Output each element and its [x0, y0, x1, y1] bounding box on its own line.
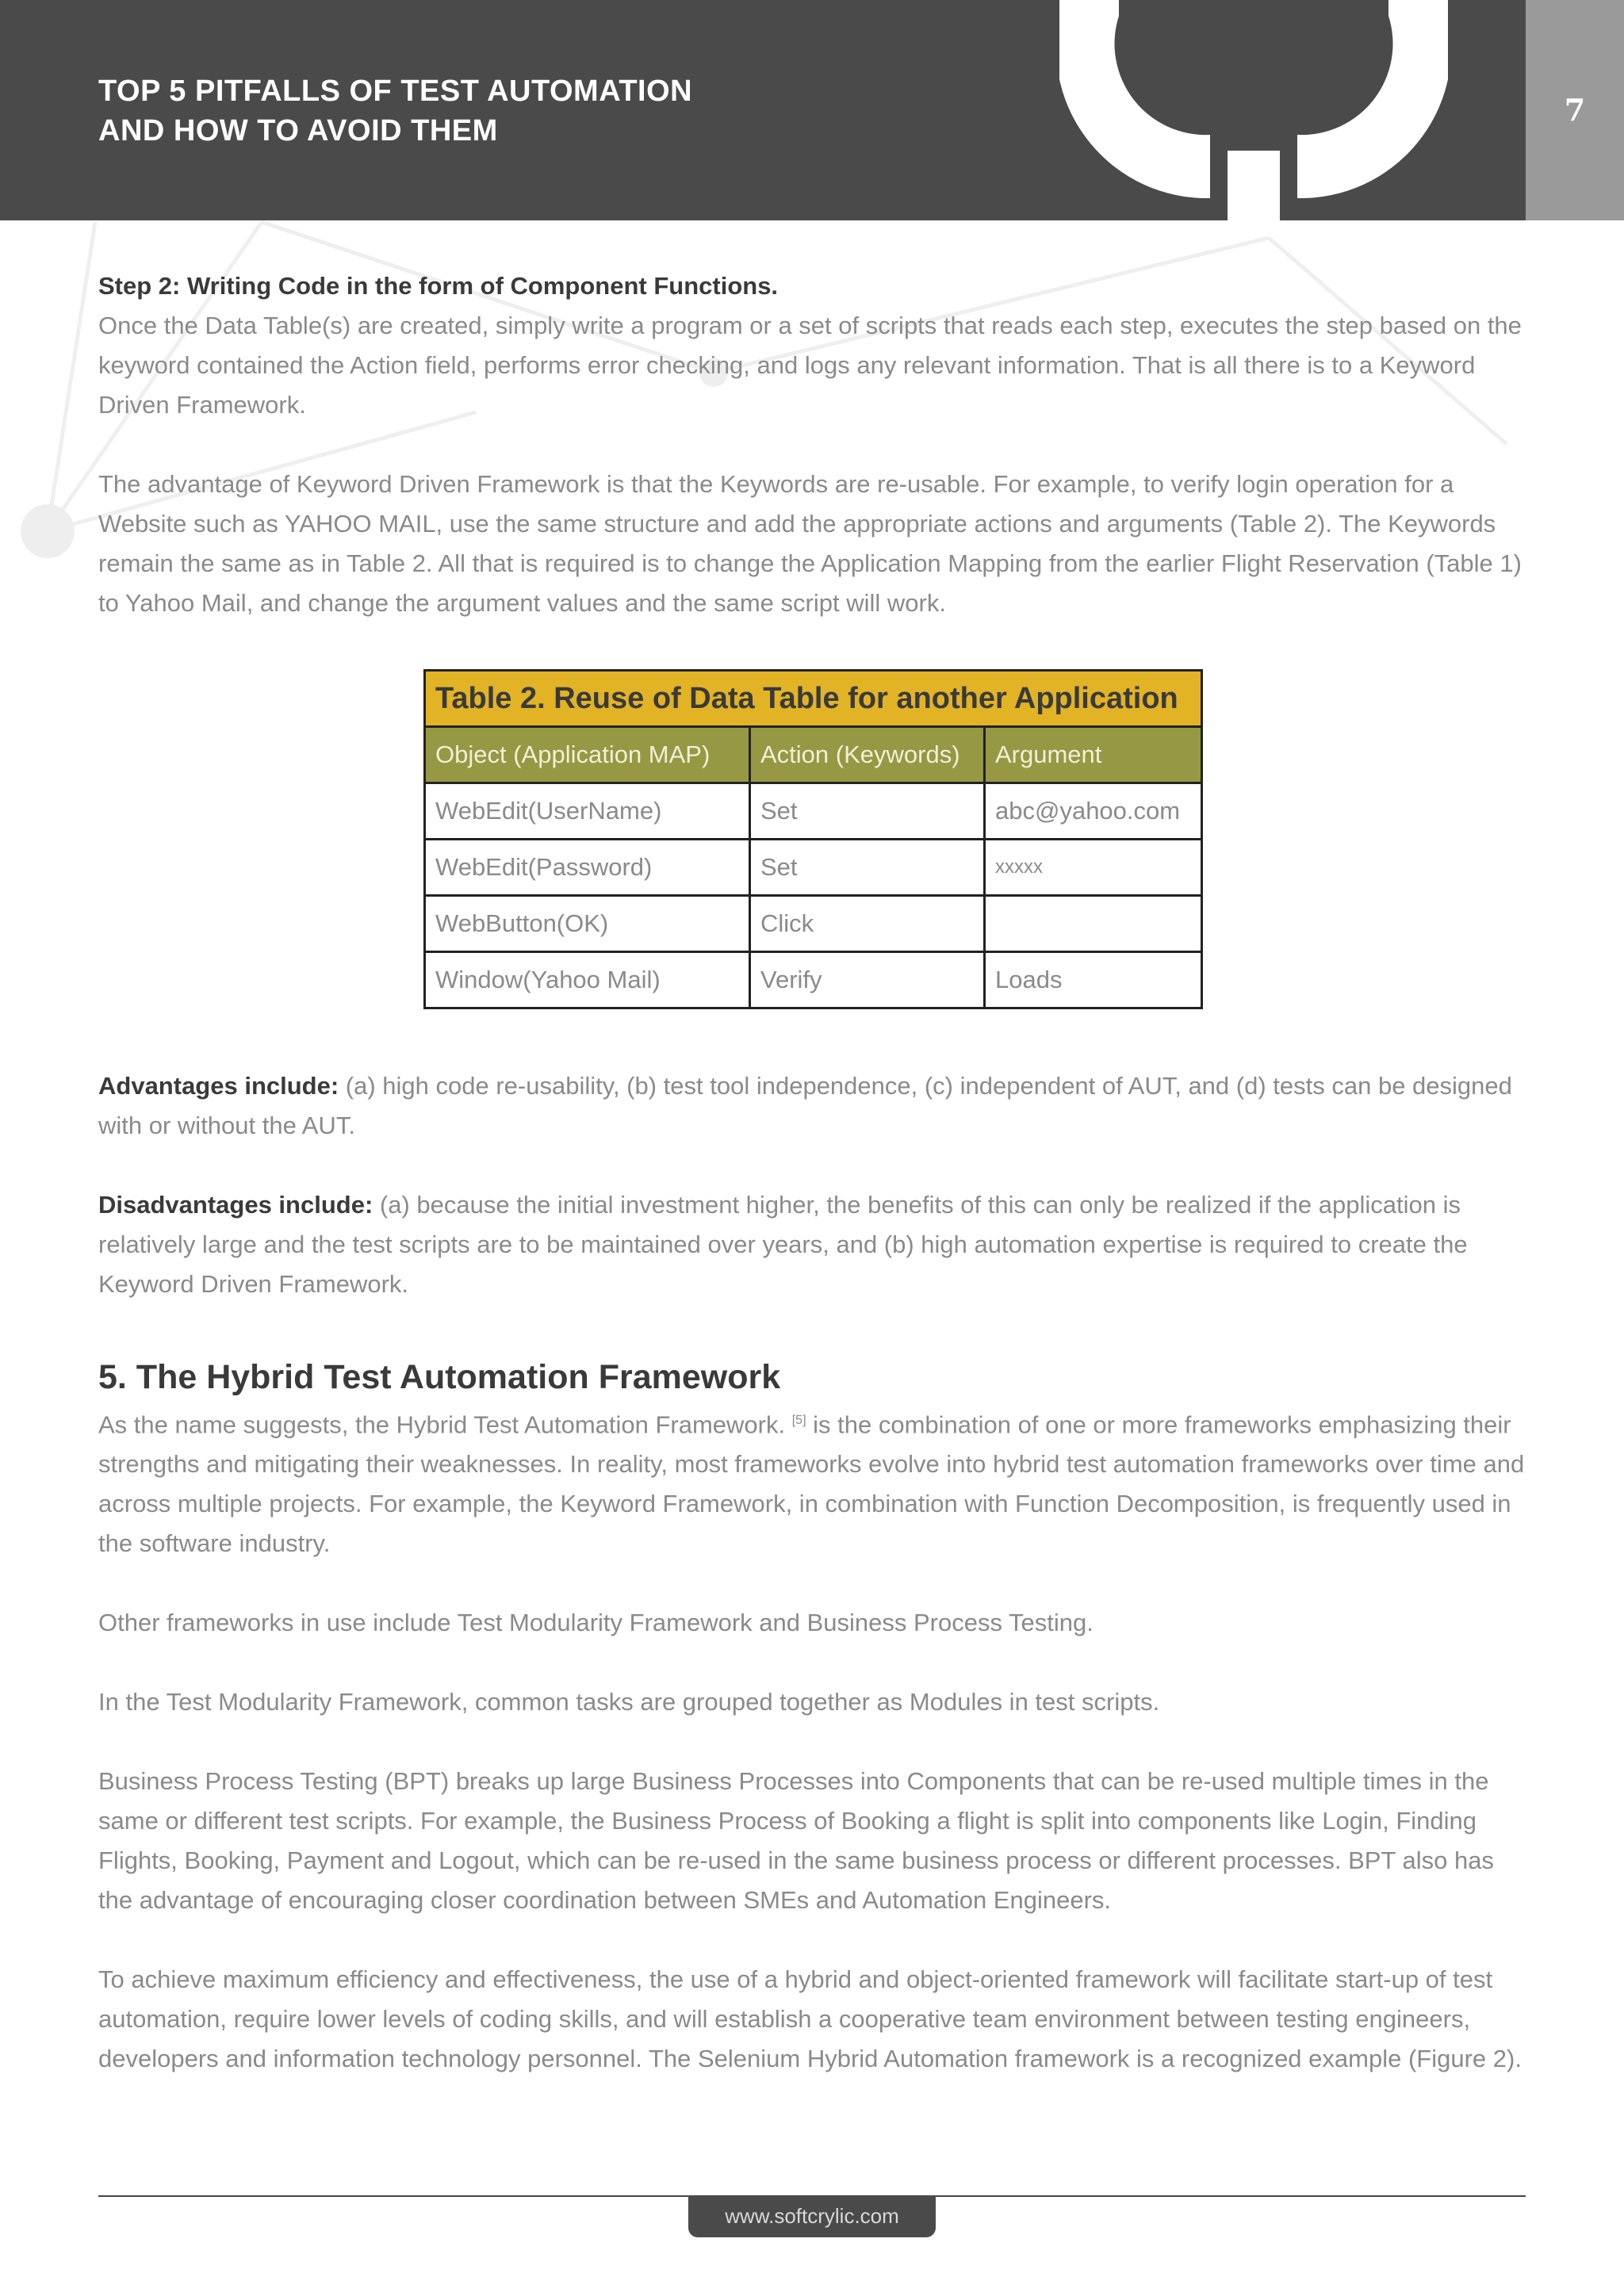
table-cell: Set	[750, 840, 985, 896]
table-cell: abc@yahoo.com	[985, 783, 1202, 840]
page-content	[98, 266, 1526, 2079]
data-table-container	[423, 669, 1201, 1009]
column-header: Action (Keywords)	[750, 727, 985, 783]
section-5-heading: 5. The Hybrid Test Automation Framework	[98, 1358, 781, 1396]
section-5-paragraph-4: Business Process Testing (BPT) breaks up large Business Processes into Components that can be re-used multiple times in the same or different test scripts. For example, the Business Process of Booking a flight is split into components like Login, Finding Flights, Booking, Payment and Logout, which can be re-used in the same business process or different processes. BPT also has the advantage of encouraging closer coordination between SMEs and Automation Engineers.	[98, 1767, 1494, 1915]
table-cell: Verify	[750, 952, 985, 1008]
table-cell: xxxxx	[985, 840, 1202, 896]
column-header: Object (Application MAP)	[425, 727, 750, 783]
document-title-line-2: AND HOW TO AVOID THEM	[98, 114, 498, 147]
data-table	[423, 669, 1203, 1009]
table-cell: WebEdit(UserName)	[425, 783, 750, 840]
step-2-heading: Step 2: Writing Code in the form of Component Functions.	[98, 272, 779, 300]
step-2-paragraph-2: The advantage of Keyword Driven Framework is that the Keywords are re-usable. For example, to verify login operation for a Website such as YAHOO MAIL, use the same structure and add the appropriate actions and arguments (Table 2). The Keywords remain the same as in Table 2. All that is required is to change the Application Mapping from the earlier Flight Reservation (Table 1) to Yahoo Mail, and change the argument values and the same script will work.	[98, 470, 1522, 617]
step-2-paragraph-1: Once the Data Table(s) are created, simply write a program or a set of scripts that reads each step, executes the step based on the keyword contained the Action field, performs error checking, and logs any relevant information. That is all there is to a Keyword Driven Framework.	[98, 312, 1522, 419]
table-caption: Table 2. Reuse of Data Table for another Application	[425, 671, 1202, 727]
page-header	[0, 0, 1624, 220]
page-number-tab	[1526, 0, 1624, 220]
section-5-paragraph-1-start: As the name suggests, the Hybrid Test Automation Framework.	[98, 1410, 792, 1439]
advantages-paragraph	[98, 1066, 1526, 1146]
table-header-row	[425, 727, 1202, 783]
section-5-paragraph-5: To achieve maximum efficiency and effectiveness, the use of a hybrid and object-oriented framework will facilitate start-up of test automation, require lower levels of coding skills, and will establish a cooperative team environment between testing engineers, developers and information technology personnel. The Selenium Hybrid Automation framework is a recognized example (Figure 2).	[98, 1965, 1522, 2073]
table-cell: Click	[750, 896, 985, 952]
table-cell: WebButton(OK)	[425, 896, 750, 952]
table-cell: Window(Yahoo Mail)	[425, 952, 750, 1008]
table-row	[425, 896, 1202, 952]
document-title	[98, 71, 692, 151]
table-cell	[985, 896, 1202, 952]
column-header: Argument	[985, 727, 1202, 783]
section-5-paragraph-1-end: is the combination of one or more frameworks emphasizing their strengths and mitigating their weaknesses. In reality, most frameworks evolve into hybrid test automation frameworks over time and across multiple projects. For example, the Keyword Framework, in combination with Function Decomposition, is frequently used in the software industry.	[98, 1410, 1525, 1558]
disadvantages-label: Disadvantages include:	[98, 1191, 373, 1219]
section-5-paragraph-2: Other frameworks in use include Test Modularity Framework and Business Process Testing.	[98, 1609, 1094, 1637]
table-row	[425, 783, 1202, 840]
document-title-line-1: TOP 5 PITFALLS OF TEST AUTOMATION	[98, 75, 693, 108]
brand-logo-icon	[1059, 0, 1448, 220]
disadvantages-paragraph	[98, 1185, 1526, 1304]
disadvantages-text: (a) because the initial investment higher, the benefits of this can only be realized if the application is relatively large and the test scripts are to be maintained over years, and (b) high automation expertise is required to create the Keyword Driven Framework.	[98, 1191, 1468, 1298]
table-row	[425, 952, 1202, 1008]
table-row	[425, 840, 1202, 896]
section-5-paragraph-1	[98, 1401, 1526, 1563]
table-cell: Set	[750, 783, 985, 840]
page-number: 7	[1564, 92, 1586, 128]
citation-reference: [5]	[791, 1414, 806, 1427]
advantages-label: Advantages include:	[98, 1072, 339, 1100]
section-5-paragraph-3: In the Test Modularity Framework, common tasks are grouped together as Modules in test scripts.	[98, 1688, 1160, 1716]
footer-url[interactable]: www.softcrylic.com	[688, 2196, 936, 2237]
table-cell: Loads	[985, 952, 1202, 1008]
advantages-text: (a) high code re-usability, (b) test tool independence, (c) independent of AUT, and (d) tests can be designed with or without the AUT.	[98, 1072, 1512, 1139]
table-cell: WebEdit(Password)	[425, 840, 750, 896]
